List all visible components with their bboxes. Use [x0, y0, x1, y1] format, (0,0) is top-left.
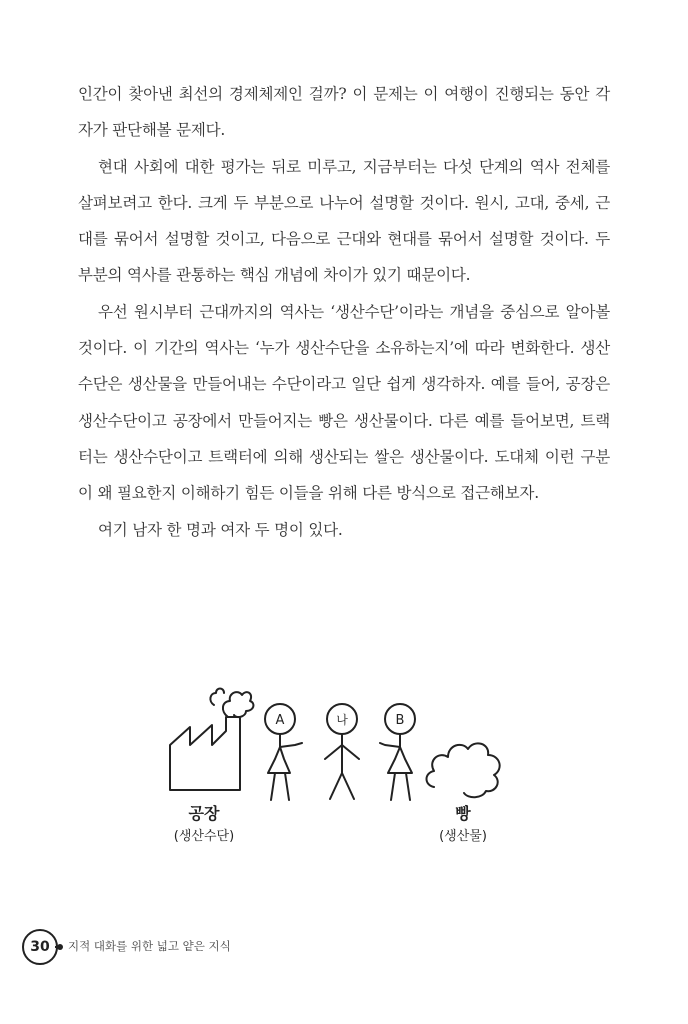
body-text: [78, 76, 610, 548]
person-a-label: A: [275, 713, 285, 728]
factory-sublabel: (생산수단): [173, 829, 235, 844]
bullet-icon: [57, 944, 63, 950]
person-na-label: 나: [336, 713, 348, 727]
paragraph: 우선 원시부터 근대까지의 역사는 ‘생산수단’이라는 개념을 중심으로 알아볼 것이다. 이 기간의 역사는 ‘누가 생산수단을 소유하는지’에 따라 변화한다. 생산수단은 생산물을 만들어내는 수단이라고 일단 쉽게 생각하자. 예를 들어, 공장은 생산수단이고 공장에서 만들어지는 빵은 생산물이다. 다른 예를 들어보면, 트랙터는 생산수단이고 트랙터에 의해 생산되는 쌀은 생산물이다. 도대체 이런 구분이 왜 필요한지 이해하기 힘든 이들을 위해 다른 방식으로 접근해보자.: [78, 302, 610, 503]
illustration-drawing: [150, 675, 530, 865]
bread-icon: [427, 743, 500, 797]
page-number: 30: [22, 929, 58, 965]
paragraph: 현대 사회에 대한 평가는 뒤로 미루고, 지금부터는 다섯 단계의 역사 전체를 살펴보려고 한다. 크게 두 부분으로 나누어 설명할 것이다. 원시, 고대, 중세, 근대를 묶어서 설명할 것이고, 다음으로 근대와 현대를 묶어서 설명할 것이다. 두 부분의 역사를 관통하는 핵심 개념에 차이가 있기 때문이다.: [78, 157, 610, 285]
factory-label: 공장: [188, 804, 220, 823]
person-b-label: B: [395, 713, 405, 728]
page-footer: [22, 929, 422, 965]
bread-label: 빵: [455, 804, 471, 823]
paragraph: 여기 남자 한 명과 여자 두 명이 있다.: [98, 520, 343, 539]
bread-sublabel: (생산물): [439, 829, 487, 844]
illustration-factory-people-bread: [150, 675, 530, 865]
paragraph-continued: 인간이 찾아낸 최선의 경제체제인 걸까? 이 문제는 이 여행이 진행되는 동안 각자가 판단해볼 문제다.: [78, 85, 610, 140]
smoke-icon: [223, 692, 254, 717]
factory-icon: [170, 717, 240, 790]
running-title: 지적 대화를 위한 넓고 얕은 지식: [68, 939, 231, 953]
